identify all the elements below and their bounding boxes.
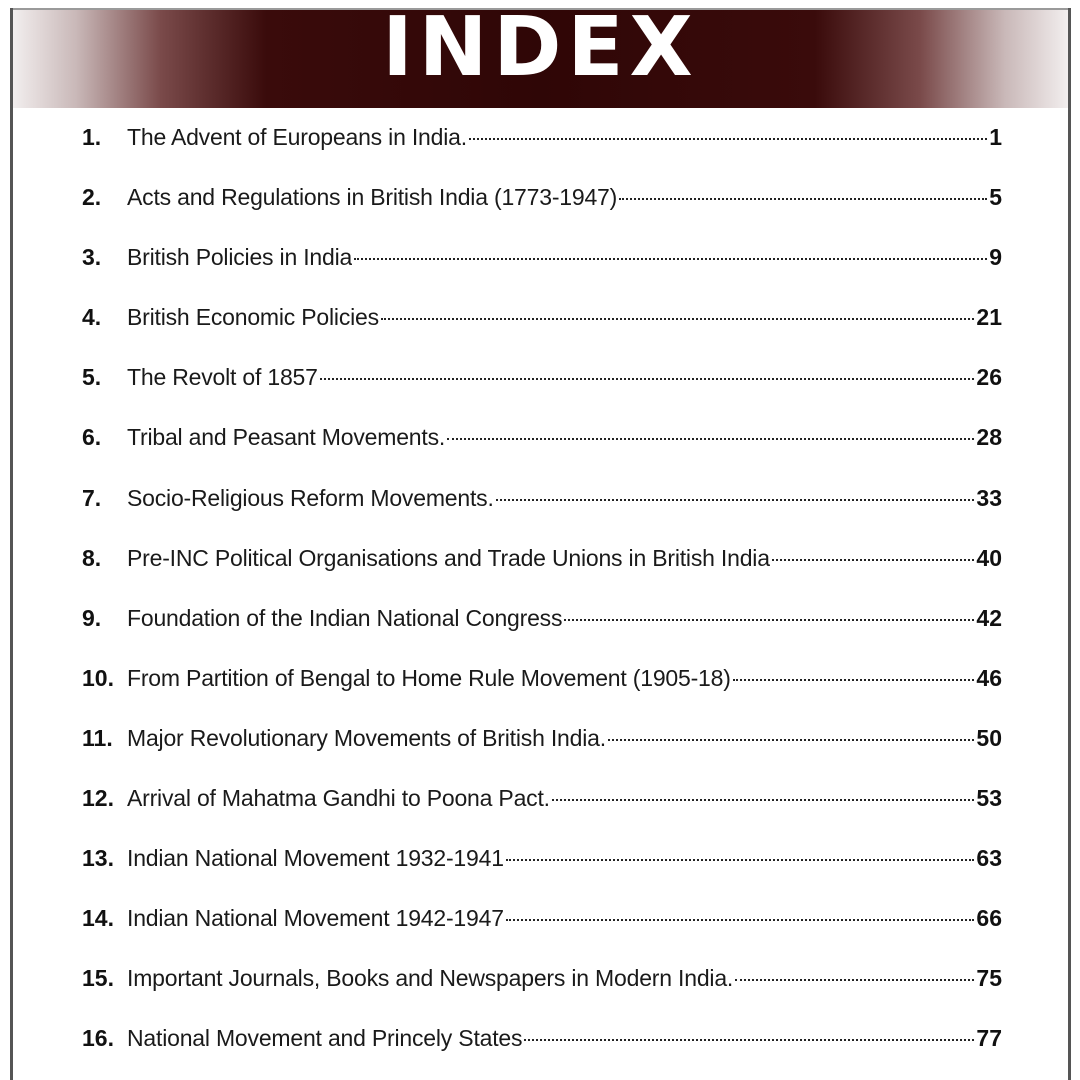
toc-dot-leader — [552, 799, 975, 801]
toc-entry[interactable] — [82, 1013, 1002, 1073]
toc-entry-page-number[interactable]: 42 — [976, 604, 1002, 631]
toc-dot-leader — [506, 919, 975, 921]
toc-entry[interactable] — [82, 473, 1002, 533]
toc-entry[interactable] — [82, 593, 1002, 653]
toc-entry-page-number[interactable]: 63 — [976, 845, 1002, 872]
toc-entry-page-number[interactable]: 21 — [976, 304, 1002, 331]
toc-entry-number: 2. — [82, 184, 102, 211]
toc-dot-leader — [506, 859, 975, 861]
toc-entry-page-number[interactable]: 26 — [976, 364, 1002, 391]
toc-dot-leader — [733, 679, 975, 681]
toc-entry-number: 15. — [82, 965, 114, 992]
toc-entry-title[interactable]: Important Journals, Books and Newspapers in Modern India. — [127, 965, 734, 992]
toc-dot-leader — [381, 318, 974, 320]
toc-entry-title[interactable]: Foundation of the Indian National Congress — [127, 604, 563, 631]
toc-entry[interactable] — [82, 292, 1002, 352]
toc-entry-title[interactable]: The Revolt of 1857 — [127, 364, 318, 391]
page-left-border — [10, 8, 13, 1080]
toc-entry-number: 12. — [82, 785, 114, 812]
toc-entry[interactable] — [82, 112, 1002, 172]
toc-entry[interactable] — [82, 533, 1002, 593]
toc-entry-number: 4. — [82, 304, 102, 331]
toc-entry-number: 6. — [82, 424, 102, 451]
toc-entry-page-number[interactable]: 77 — [976, 1025, 1002, 1052]
toc-entry-number: 16. — [82, 1025, 114, 1052]
toc-entry[interactable] — [82, 172, 1002, 232]
toc-entry[interactable] — [82, 773, 1002, 833]
toc-dot-leader — [619, 198, 987, 200]
toc-entry-number: 10. — [82, 664, 114, 691]
page-right-border — [1068, 8, 1071, 1080]
toc-entry-page-number[interactable]: 46 — [976, 664, 1002, 691]
toc-entry-title[interactable]: Indian National Movement 1942-1947 — [127, 905, 504, 932]
toc-entry[interactable] — [82, 833, 1002, 893]
toc-entry-title[interactable]: The Advent of Europeans in India. — [127, 124, 467, 150]
toc-entry[interactable] — [82, 893, 1002, 953]
toc-entry-title[interactable]: National Movement and Princely States — [127, 1025, 523, 1052]
toc-entry-title[interactable]: British Policies in India — [127, 244, 353, 271]
toc-entry[interactable] — [82, 412, 1002, 472]
toc-entry-title[interactable]: Major Revolutionary Movements of British India. — [127, 724, 606, 751]
toc-dot-leader — [447, 438, 974, 440]
toc-dot-leader — [735, 979, 974, 981]
toc-entry-page-number[interactable]: 33 — [976, 484, 1002, 511]
toc-entry-page-number[interactable]: 75 — [976, 965, 1002, 992]
toc-entry-page-number[interactable]: 28 — [976, 424, 1002, 451]
toc-entry[interactable] — [82, 953, 1002, 1013]
toc-entry-page-number[interactable]: 53 — [976, 785, 1002, 812]
toc-entry-number: 9. — [82, 604, 102, 631]
toc-entry-page-number[interactable]: 50 — [976, 724, 1002, 751]
page-title: INDEX — [382, 10, 699, 95]
toc-entry-title[interactable]: British Economic Policies — [127, 304, 379, 331]
toc-entry-title[interactable]: From Partition of Bengal to Home Rule Movement (1905-18) — [127, 664, 731, 691]
toc-dot-leader — [608, 739, 974, 741]
table-of-contents — [82, 112, 1002, 1074]
toc-entry-number: 8. — [82, 544, 102, 571]
toc-dot-leader — [564, 619, 974, 621]
toc-entry-number: 14. — [82, 905, 114, 932]
toc-entry-page-number[interactable]: 66 — [976, 905, 1002, 932]
toc-entry-number: 3. — [82, 244, 102, 271]
toc-entry-number: 11. — [82, 724, 113, 751]
toc-entry-page-number[interactable]: 5 — [989, 184, 1002, 211]
toc-entry[interactable] — [82, 653, 1002, 713]
toc-entry-page-number[interactable]: 1 — [989, 124, 1002, 150]
index-banner — [13, 10, 1068, 108]
toc-entry-number: 1. — [82, 124, 102, 150]
toc-dot-leader — [524, 1039, 974, 1041]
toc-entry-title[interactable]: Arrival of Mahatma Gandhi to Poona Pact. — [127, 785, 550, 812]
toc-entry-number: 5. — [82, 364, 102, 391]
toc-entry-page-number[interactable]: 9 — [989, 244, 1002, 271]
toc-dot-leader — [320, 378, 975, 380]
toc-entry-title[interactable]: Pre-INC Political Organisations and Trade Unions in British India — [127, 544, 770, 571]
toc-entry[interactable] — [82, 232, 1002, 292]
toc-dot-leader — [469, 138, 987, 140]
toc-entry-title[interactable]: Acts and Regulations in British India (1773-1947) — [127, 184, 618, 211]
toc-dot-leader — [772, 559, 975, 561]
toc-entry-page-number[interactable]: 40 — [976, 544, 1002, 571]
toc-entry-number: 7. — [82, 484, 102, 511]
toc-entry-title[interactable]: Tribal and Peasant Movements. — [127, 424, 446, 451]
toc-entry-number: 13. — [82, 845, 114, 872]
toc-dot-leader — [496, 499, 975, 501]
toc-dot-leader — [354, 258, 987, 260]
toc-entry[interactable] — [82, 713, 1002, 773]
toc-entry-title[interactable]: Indian National Movement 1932-1941 — [127, 845, 504, 872]
toc-entry[interactable] — [82, 352, 1002, 412]
toc-entry-title[interactable]: Socio-Religious Reform Movements. — [127, 484, 494, 511]
